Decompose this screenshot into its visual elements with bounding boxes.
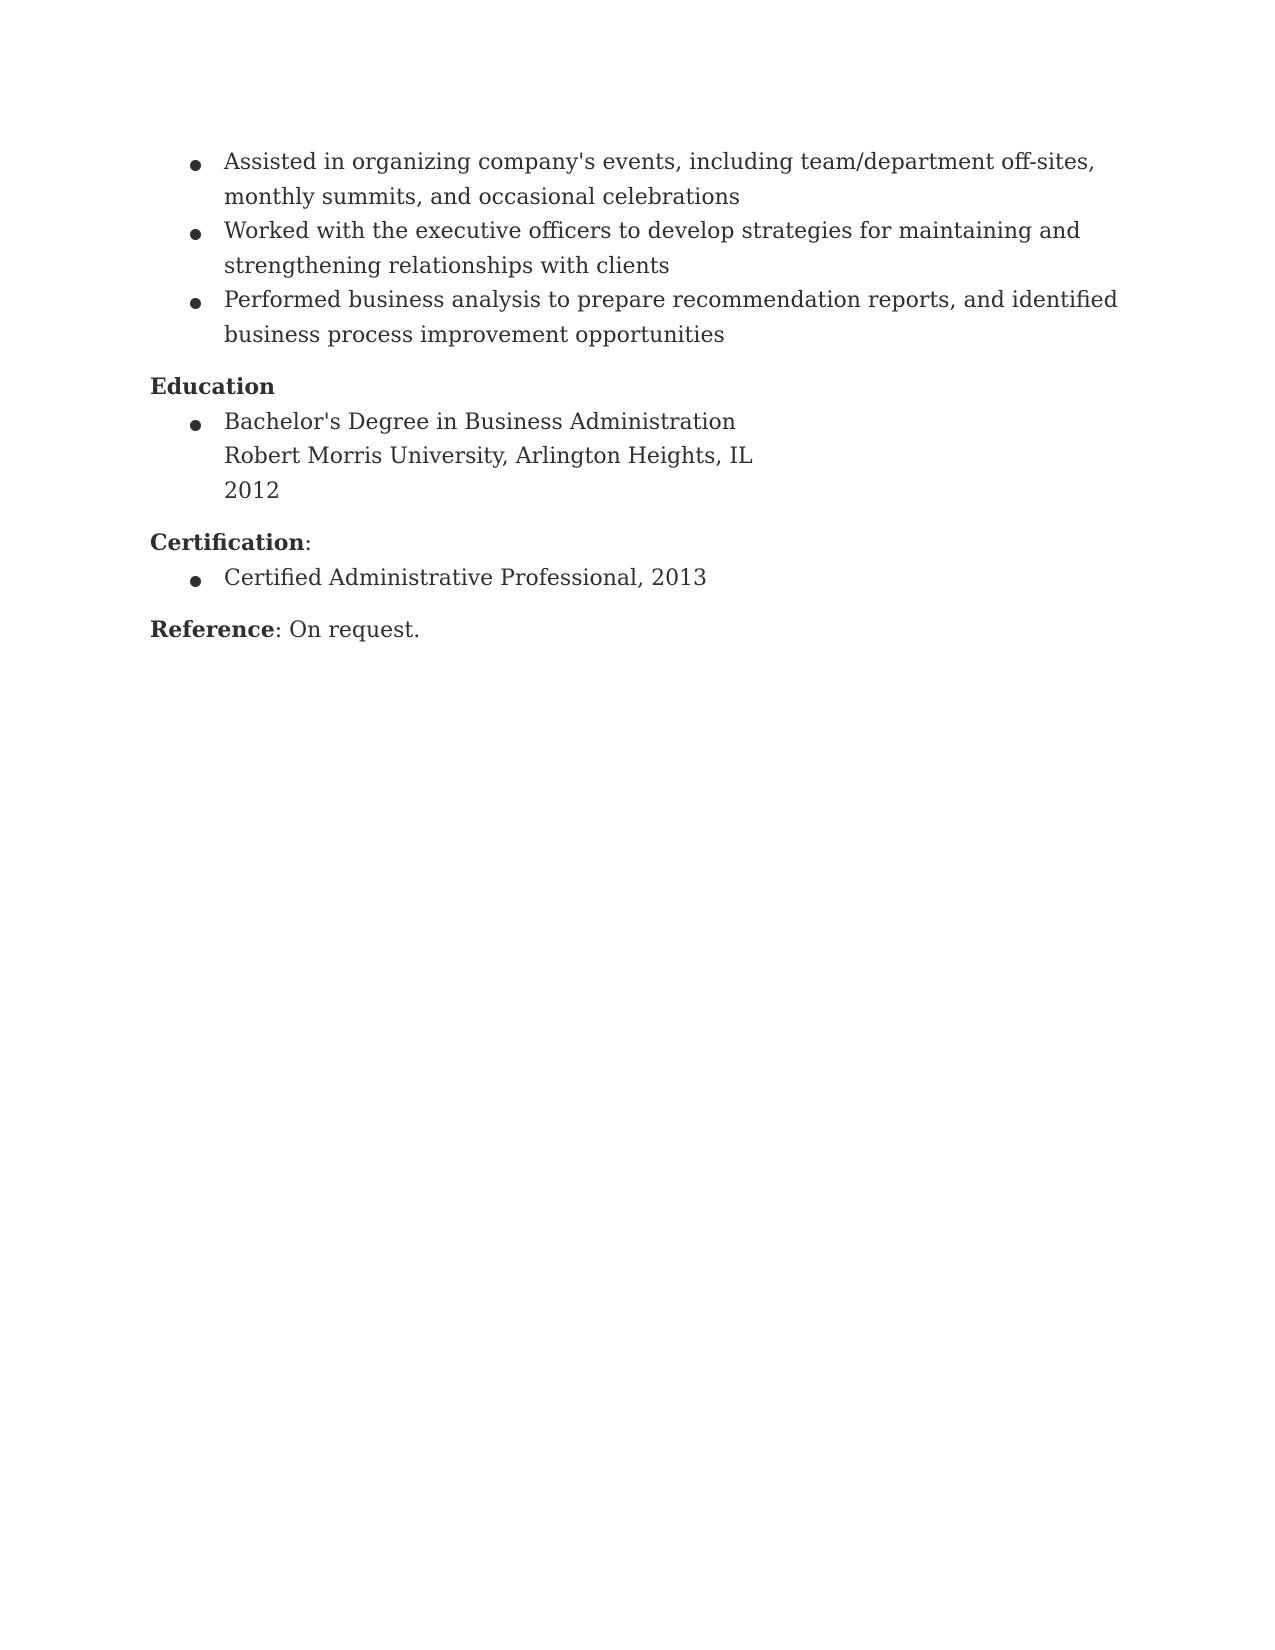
experience-bullet-list (150, 146, 1130, 353)
degree-text: Bachelor's Degree in Business Administration (224, 409, 736, 435)
school-text: Robert Morris University, Arlington Heights, IL (224, 444, 753, 469)
resume-page (150, 146, 1130, 649)
certification-heading-suffix: : (304, 531, 312, 556)
education-heading-label: Education (150, 374, 275, 400)
graduation-year-text: 2012 (224, 478, 280, 504)
bullet-text-line: business process improvement opportunities (224, 322, 725, 348)
bullet-icon (190, 160, 201, 171)
bullet-text-line: Worked with the executive officers to develop strategies for maintaining and (224, 219, 1081, 244)
list-item (150, 406, 1130, 510)
reference-text: : On request. (274, 618, 421, 643)
bullet-text-line: monthly summits, and occasional celebrations (224, 184, 741, 210)
list-item (150, 146, 1130, 215)
reference-line (150, 613, 1130, 649)
education-heading (150, 370, 1130, 406)
list-item (150, 284, 1130, 353)
certification-list (150, 562, 1130, 597)
education-list (150, 406, 1130, 510)
bullet-text-line: strengthening relationships with clients (224, 253, 670, 279)
list-item (150, 562, 1130, 597)
reference-heading-label: Reference (150, 617, 275, 643)
certification-heading-label: Certification (150, 530, 305, 556)
bullet-icon (190, 576, 201, 587)
bullet-icon (190, 298, 201, 309)
certification-heading (150, 526, 1130, 562)
list-item (150, 215, 1130, 284)
certification-text: Certified Administrative Professional, 2013 (224, 565, 708, 591)
bullet-icon (190, 229, 201, 240)
bullet-icon (190, 420, 201, 431)
bullet-text-line: Performed business analysis to prepare recommendation reports, and identified (224, 288, 1118, 313)
bullet-text-line: Assisted in organizing company's events, including team/department off-sites, (224, 150, 1096, 175)
